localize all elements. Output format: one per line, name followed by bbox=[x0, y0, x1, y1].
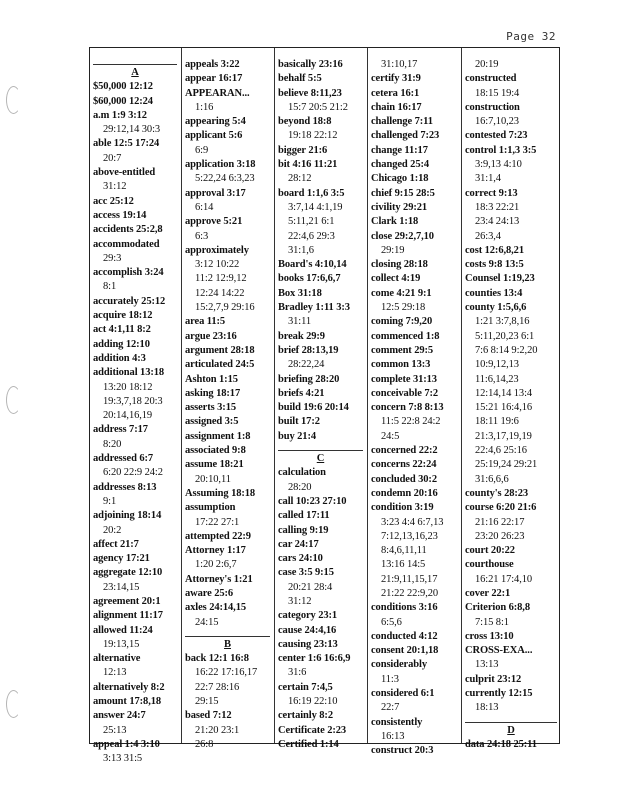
index-entry: appearing 5:4 bbox=[185, 116, 246, 128]
index-entry: accurately 25:12 bbox=[93, 295, 166, 307]
index-entry: construct 20:3 bbox=[371, 745, 434, 757]
index-entry: chief 9:15 28:5 bbox=[371, 187, 435, 199]
index-entry-continuation: 18:3 22:21 bbox=[475, 201, 520, 213]
index-entry-continuation: 20:21 28:4 bbox=[288, 581, 333, 593]
index-entry-continuation: 3:23 4:4 6:7,13 bbox=[381, 516, 444, 528]
index-entry-continuation: 16:21 17:4,10 bbox=[475, 573, 533, 585]
index-entry: certainly 8:2 bbox=[278, 710, 333, 722]
index-entry: build 19:6 20:14 bbox=[278, 402, 349, 414]
index-entry-continuation: 31:6,6,6 bbox=[475, 473, 509, 485]
index-entry-continuation: 21:3,17,19,19 bbox=[475, 430, 532, 442]
index-entry: address 7:17 bbox=[93, 424, 148, 436]
index-entry: APPEARAN... bbox=[185, 87, 250, 99]
punch-hole-icon bbox=[6, 690, 21, 718]
index-entry: $50,000 12:12 bbox=[93, 81, 153, 93]
index-entry-continuation: 1:21 3:7,8,16 bbox=[475, 316, 530, 328]
section-letter: D bbox=[465, 722, 557, 738]
index-entry: beyond 18:8 bbox=[278, 116, 332, 128]
index-entry: appeal 1:4 3:10 bbox=[93, 738, 160, 750]
index-entry-continuation: 3:7,14 4:1,19 bbox=[288, 201, 343, 213]
index-entry: Attorney's 1:21 bbox=[185, 573, 253, 585]
index-entry: application 3:18 bbox=[185, 159, 256, 171]
index-entry-continuation: 23:14,15 bbox=[103, 581, 140, 593]
index-entry: conditions 3:16 bbox=[371, 602, 438, 614]
index-entry: briefs 4:21 bbox=[278, 387, 325, 399]
index-entry: allowed 11:24 bbox=[93, 624, 153, 636]
index-entry-continuation: 8:4,6,11,11 bbox=[381, 545, 427, 557]
index-entry-continuation: 12:14,14 13:4 bbox=[475, 387, 533, 399]
index-entry-continuation: 22:4,6 25:16 bbox=[475, 445, 527, 457]
index-entry-continuation: 31:12 bbox=[288, 595, 312, 607]
index-entry-continuation: 19:3,7,18 20:3 bbox=[103, 395, 163, 407]
index-entry-continuation: 25:13 bbox=[103, 724, 127, 736]
index-entry: Clark 1:18 bbox=[371, 216, 419, 228]
index-entry: answer 24:7 bbox=[93, 710, 146, 722]
index-entry-continuation: 7:6 8:14 9:2,20 bbox=[475, 344, 538, 356]
index-entry-continuation: 11:6,14,23 bbox=[475, 373, 519, 385]
index-entry-continuation: 13:16 14:5 bbox=[381, 559, 426, 571]
index-entry: brief 28:13,19 bbox=[278, 344, 339, 356]
index-entry-continuation: 7:15 8:1 bbox=[475, 616, 509, 628]
index-entry-continuation: 11:3 bbox=[381, 673, 399, 685]
index-entry: come 4:21 9:1 bbox=[371, 287, 432, 299]
index-entry-continuation: 12:13 bbox=[103, 667, 127, 679]
index-entry-continuation: 28:20 bbox=[288, 481, 312, 493]
index-entry-continuation: 9:1 bbox=[103, 495, 117, 507]
index-entry: addressed 6:7 bbox=[93, 453, 154, 465]
index-entry-continuation: 26:3,4 bbox=[475, 230, 501, 242]
index-entry: alternatively 8:2 bbox=[93, 681, 165, 693]
page-number: Page 32 bbox=[506, 30, 556, 43]
index-entry: correct 9:13 bbox=[465, 187, 518, 199]
index-entry-continuation: 16:7,10,23 bbox=[475, 116, 519, 128]
index-entry: assigned 3:5 bbox=[185, 416, 239, 428]
index-entry: behalf 5:5 bbox=[278, 73, 322, 85]
index-entry: case 3:5 9:15 bbox=[278, 567, 334, 579]
index-entry: axles 24:14,15 bbox=[185, 602, 247, 614]
index-entry: approval 3:17 bbox=[185, 187, 246, 199]
index-entry: county 1:5,6,6 bbox=[465, 302, 527, 314]
index-entry: Ashton 1:15 bbox=[185, 373, 238, 385]
index-entry-continuation: 24:5 bbox=[381, 430, 400, 442]
index-entry: affect 21:7 bbox=[93, 538, 139, 550]
index-entry-continuation: 6:5,6 bbox=[381, 616, 402, 628]
index-entry: assignment 1:8 bbox=[185, 430, 251, 442]
index-entry: accidents 25:2,8 bbox=[93, 224, 163, 236]
index-entry: CROSS-EXA... bbox=[465, 645, 533, 657]
index-entry: basically 23:16 bbox=[278, 59, 343, 70]
index-entry: county's 28:23 bbox=[465, 487, 529, 499]
index-entry: break 29:9 bbox=[278, 330, 325, 342]
index-entry: condemn 20:16 bbox=[371, 487, 438, 499]
index-entry-continuation: 8:1 bbox=[103, 281, 117, 293]
index-entry: able 12:5 17:24 bbox=[93, 138, 160, 150]
index-entry-continuation: 3:9,13 4:10 bbox=[475, 159, 522, 171]
index-entry-continuation: 16:19 22:10 bbox=[288, 696, 338, 708]
index-entry-continuation: 23:4 24:13 bbox=[475, 216, 520, 228]
index-entry: costs 9:8 13:5 bbox=[465, 259, 524, 271]
index-entry-continuation: 18:15 19:4 bbox=[475, 87, 520, 99]
index-entry: cost 12:6,8,21 bbox=[465, 244, 524, 256]
index-entry: counties 13:4 bbox=[465, 287, 523, 299]
index-entry: cetera 16:1 bbox=[371, 87, 420, 99]
index-entry: $60,000 12:24 bbox=[93, 95, 153, 107]
index-entry-continuation: 8:20 bbox=[103, 438, 122, 450]
index-entry: above-entitled bbox=[93, 167, 156, 179]
index-entry: agreement 20:1 bbox=[93, 595, 161, 607]
index-entry-continuation: 5:11,20,23 6:1 bbox=[475, 330, 535, 342]
index-entry: complete 31:13 bbox=[371, 373, 437, 385]
index-entry-continuation: 22:7 28:16 bbox=[195, 681, 240, 693]
index-entry: civility 29:21 bbox=[371, 201, 428, 213]
index-entry: Bradley 1:11 3:3 bbox=[278, 302, 350, 314]
index-entry: additional 13:18 bbox=[93, 367, 165, 379]
index-entry: collect 4:19 bbox=[371, 273, 421, 285]
index-entry: Box 31:18 bbox=[278, 287, 322, 299]
index-entry-continuation: 6:14 bbox=[195, 201, 214, 213]
index-entry: bit 4:16 11:21 bbox=[278, 159, 338, 171]
index-entry-continuation: 22:4,6 29:3 bbox=[288, 230, 335, 242]
index-entry-continuation: 19:18 22:12 bbox=[288, 130, 338, 142]
index-entry: Chicago 1:18 bbox=[371, 173, 429, 185]
index-entry: car 24:17 bbox=[278, 538, 319, 550]
index-entry: causing 23:13 bbox=[278, 638, 338, 650]
index-entry: certain 7:4,5 bbox=[278, 681, 333, 693]
index-entry-continuation: 18:11 19:6 bbox=[475, 416, 519, 428]
index-entry-continuation: 29:3 bbox=[103, 252, 122, 264]
index-entry-continuation: 29:15 bbox=[195, 696, 219, 708]
index-entry: alignment 11:17 bbox=[93, 610, 163, 622]
index-entry-continuation: 10:9,12,13 bbox=[475, 359, 519, 371]
index-entry: change 11:17 bbox=[371, 144, 428, 156]
index-entry-continuation: 25:19,24 29:21 bbox=[475, 459, 538, 471]
index-entry: culprit 23:12 bbox=[465, 673, 522, 685]
punch-hole-icon bbox=[6, 386, 21, 414]
index-entry-continuation: 11:2 12:9,12 bbox=[195, 273, 247, 285]
index-entry: conceivable 7:2 bbox=[371, 387, 439, 399]
index-entry-continuation: 5:22,24 6:3,23 bbox=[195, 173, 255, 185]
index-entry: concerned 22:2 bbox=[371, 445, 438, 457]
index-entry-continuation: 31:1,4 bbox=[475, 173, 501, 185]
index-entry: concern 7:8 8:13 bbox=[371, 402, 444, 414]
index-entry: Criterion 6:8,8 bbox=[465, 602, 530, 614]
index-entry: aware 25:6 bbox=[185, 587, 234, 599]
index-entry: changed 25:4 bbox=[371, 159, 430, 171]
index-entry: accomplish 3:24 bbox=[93, 267, 164, 279]
index-entry: Assuming 18:18 bbox=[185, 487, 256, 499]
index-entry-continuation: 18:13 bbox=[475, 702, 499, 714]
index-entry-continuation: 15:2,7,9 29:16 bbox=[195, 302, 255, 314]
index-entry-continuation: 20:7 bbox=[103, 152, 122, 164]
index-entry: cover 22:1 bbox=[465, 587, 511, 599]
index-entry: believe 8:11,23 bbox=[278, 87, 342, 99]
index-entry-continuation: 5:11,21 6:1 bbox=[288, 216, 335, 228]
index-entry-continuation: 26:8 bbox=[195, 738, 214, 750]
index-entry: Certified 1:14 bbox=[278, 738, 339, 750]
index-entry: asking 18:17 bbox=[185, 387, 241, 399]
index-column-3 bbox=[275, 48, 368, 750]
index-entry: certify 31:9 bbox=[371, 73, 421, 85]
index-entry-continuation: 3:12 10:22 bbox=[195, 259, 240, 271]
index-column-2 bbox=[182, 48, 275, 750]
section-letter: C bbox=[278, 450, 363, 466]
index-entry: buy 21:4 bbox=[278, 430, 317, 442]
index-entry: cars 24:10 bbox=[278, 553, 323, 565]
index-entry: addresses 8:13 bbox=[93, 481, 157, 493]
index-entry: briefing 28:20 bbox=[278, 373, 340, 385]
index-entry: cross 13:10 bbox=[465, 630, 514, 642]
index-entry: area 11:5 bbox=[185, 316, 226, 328]
index-entry-continuation: 28:22,24 bbox=[288, 359, 325, 371]
index-entry: considerably bbox=[371, 659, 427, 671]
index-entry-continuation: 3:13 31:5 bbox=[103, 753, 143, 765]
index-column-4 bbox=[368, 48, 462, 757]
index-entry: bigger 21:6 bbox=[278, 144, 328, 156]
index-entry: common 13:3 bbox=[371, 359, 431, 371]
index-entry-continuation: 15:21 16:4,16 bbox=[475, 402, 533, 414]
index-entry: act 4:1,11 8:2 bbox=[93, 324, 151, 336]
index-entry: adjoining 18:14 bbox=[93, 510, 162, 522]
index-entry-continuation: 1:16 bbox=[195, 101, 214, 113]
index-entry: adding 12:10 bbox=[93, 338, 150, 350]
index-entry: considered 6:1 bbox=[371, 688, 435, 700]
index-entry: condition 3:19 bbox=[371, 502, 434, 514]
index-entry: cause 24:4,16 bbox=[278, 624, 337, 636]
index-entry: currently 12:15 bbox=[465, 688, 533, 700]
index-entry: course 6:20 21:6 bbox=[465, 502, 537, 514]
index-entry: assume 18:21 bbox=[185, 459, 244, 471]
index-entry: call 10:23 27:10 bbox=[278, 495, 347, 507]
index-entry: articulated 24:5 bbox=[185, 359, 255, 371]
punch-hole-icon bbox=[6, 86, 21, 114]
index-entry: calling 9:19 bbox=[278, 524, 329, 536]
index-entry-continuation: 19:13,15 bbox=[103, 638, 140, 650]
index-entry: agency 17:21 bbox=[93, 553, 150, 565]
index-entry: board 1:1,6 3:5 bbox=[278, 187, 345, 199]
index-entry: consent 20:1,18 bbox=[371, 645, 439, 657]
index-entry: addition 4:3 bbox=[93, 352, 146, 364]
index-entry-continuation: 31:6 bbox=[288, 667, 307, 679]
index-entry: commenced 1:8 bbox=[371, 330, 440, 342]
index-entry: consistently bbox=[371, 716, 423, 728]
index-entry: Counsel 1:19,23 bbox=[465, 273, 535, 285]
index-entry: applicant 5:6 bbox=[185, 130, 243, 142]
index-entry: control 1:1,3 3:5 bbox=[465, 144, 537, 156]
index-entry: argument 28:18 bbox=[185, 344, 255, 356]
index-entry: acc 25:12 bbox=[93, 195, 134, 207]
index-entry-continuation: 31:12 bbox=[103, 181, 127, 193]
index-entry: chain 16:17 bbox=[371, 101, 422, 113]
index-entry: associated 9:8 bbox=[185, 445, 246, 457]
section-letter: B bbox=[185, 636, 270, 652]
index-entry: appeals 3:22 bbox=[185, 59, 240, 70]
index-entry: built 17:2 bbox=[278, 416, 320, 428]
index-entry: aggregate 12:10 bbox=[93, 567, 163, 579]
index-entry: category 23:1 bbox=[278, 610, 338, 622]
index-entry-continuation: 21:20 23:1 bbox=[195, 724, 240, 736]
index-entry-continuation: 17:22 27:1 bbox=[195, 516, 240, 528]
index-entry-continuation: 11:5 22:8 24:2 bbox=[381, 416, 441, 428]
index-entry: constructed bbox=[465, 73, 517, 85]
index-entry-continuation: 21:22 22:9,20 bbox=[381, 587, 439, 599]
index-entry: access 19:14 bbox=[93, 209, 147, 221]
index-entry: close 29:2,7,10 bbox=[371, 230, 434, 242]
index-entry-continuation: 7:12,13,16,23 bbox=[381, 530, 438, 542]
index-entry: courthouse bbox=[465, 559, 514, 571]
index-entry: a.m 1:9 3:12 bbox=[93, 109, 147, 121]
index-entry-continuation: 20:10,11 bbox=[195, 473, 231, 485]
index-entry: back 12:1 16:8 bbox=[185, 653, 249, 665]
index-entry-continuation: 31:10,17 bbox=[381, 59, 418, 70]
section-letter: A bbox=[93, 64, 177, 80]
index-entry: closing 28:18 bbox=[371, 259, 428, 271]
index-entry: conducted 4:12 bbox=[371, 630, 438, 642]
index-entry: assumption bbox=[185, 502, 236, 514]
index-entry-continuation: 21:16 22:17 bbox=[475, 516, 525, 528]
index-entry-continuation: 1:20 2:6,7 bbox=[195, 559, 237, 571]
index-entry-continuation: 13:20 18:12 bbox=[103, 381, 153, 393]
index-entry-continuation: 31:11 bbox=[288, 316, 312, 328]
index-entry: coming 7:9,20 bbox=[371, 316, 433, 328]
index-entry: acquire 18:12 bbox=[93, 310, 153, 322]
index-entry: asserts 3:15 bbox=[185, 402, 236, 414]
index-entry-continuation: 15:7 20:5 21:2 bbox=[288, 101, 348, 113]
index-entry: called 17:11 bbox=[278, 510, 330, 522]
index-entry-continuation: 20:2 bbox=[103, 524, 122, 536]
index-entry-continuation: 28:12 bbox=[288, 173, 312, 185]
index-entry-continuation: 31:1,6 bbox=[288, 244, 314, 256]
index-entry-continuation: 6:20 22:9 24:2 bbox=[103, 467, 163, 479]
index-column-5 bbox=[462, 48, 561, 750]
index-entry: Certificate 2:23 bbox=[278, 724, 347, 736]
index-entry-continuation: 6:3 bbox=[195, 230, 209, 242]
index-entry-continuation: 20:14,16,19 bbox=[103, 410, 153, 422]
index-entry: Attorney 1:17 bbox=[185, 545, 246, 557]
index-entry: center 1:6 16:6,9 bbox=[278, 653, 351, 665]
index-entry-continuation: 13:13 bbox=[475, 659, 499, 671]
index-entry: books 17:6,6,7 bbox=[278, 273, 341, 285]
index-entry: alternative bbox=[93, 653, 141, 665]
index-entry-continuation: 6:9 bbox=[195, 144, 209, 156]
index-entry: challenged 7:23 bbox=[371, 130, 440, 142]
index-entry-continuation: 16:13 bbox=[381, 730, 405, 742]
index-entry: calculation bbox=[278, 467, 326, 479]
index-entry-continuation: 21:9,11,15,17 bbox=[381, 573, 438, 585]
index-entry-continuation: 12:24 14:22 bbox=[195, 287, 245, 299]
index-entry: appear 16:17 bbox=[185, 73, 243, 85]
index-entry: court 20:22 bbox=[465, 545, 515, 557]
index-entry-continuation: 12:5 29:18 bbox=[381, 302, 426, 314]
index-entry-continuation: 20:19 bbox=[475, 59, 499, 70]
index-entry: construction bbox=[465, 101, 520, 113]
word-index bbox=[89, 47, 560, 765]
index-entry: Board's 4:10,14 bbox=[278, 259, 347, 271]
index-entry-continuation: 29:12,14 30:3 bbox=[103, 124, 161, 136]
index-entry: contested 7:23 bbox=[465, 130, 528, 142]
index-entry: concerns 22:24 bbox=[371, 459, 437, 471]
index-entry: approximately bbox=[185, 244, 249, 256]
index-entry: concluded 30:2 bbox=[371, 473, 437, 485]
index-entry: accommodated bbox=[93, 238, 160, 250]
index-entry: challenge 7:11 bbox=[371, 116, 433, 128]
index-entry: argue 23:16 bbox=[185, 330, 237, 342]
index-entry: comment 29:5 bbox=[371, 344, 434, 356]
index-entry: data 24:18 25:11 bbox=[465, 738, 537, 750]
index-entry-continuation: 22:7 bbox=[381, 702, 400, 714]
index-entry: attempted 22:9 bbox=[185, 530, 251, 542]
index-entry-continuation: 29:19 bbox=[381, 244, 405, 256]
index-entry-continuation: 23:20 26:23 bbox=[475, 530, 525, 542]
index-entry-continuation: 16:22 17:16,17 bbox=[195, 667, 258, 679]
index-entry: amount 17:8,18 bbox=[93, 696, 162, 708]
index-entry: approve 5:21 bbox=[185, 216, 243, 228]
index-entry-continuation: 24:15 bbox=[195, 616, 219, 628]
index-column-1 bbox=[90, 48, 182, 765]
index-entry: based 7:12 bbox=[185, 710, 232, 722]
